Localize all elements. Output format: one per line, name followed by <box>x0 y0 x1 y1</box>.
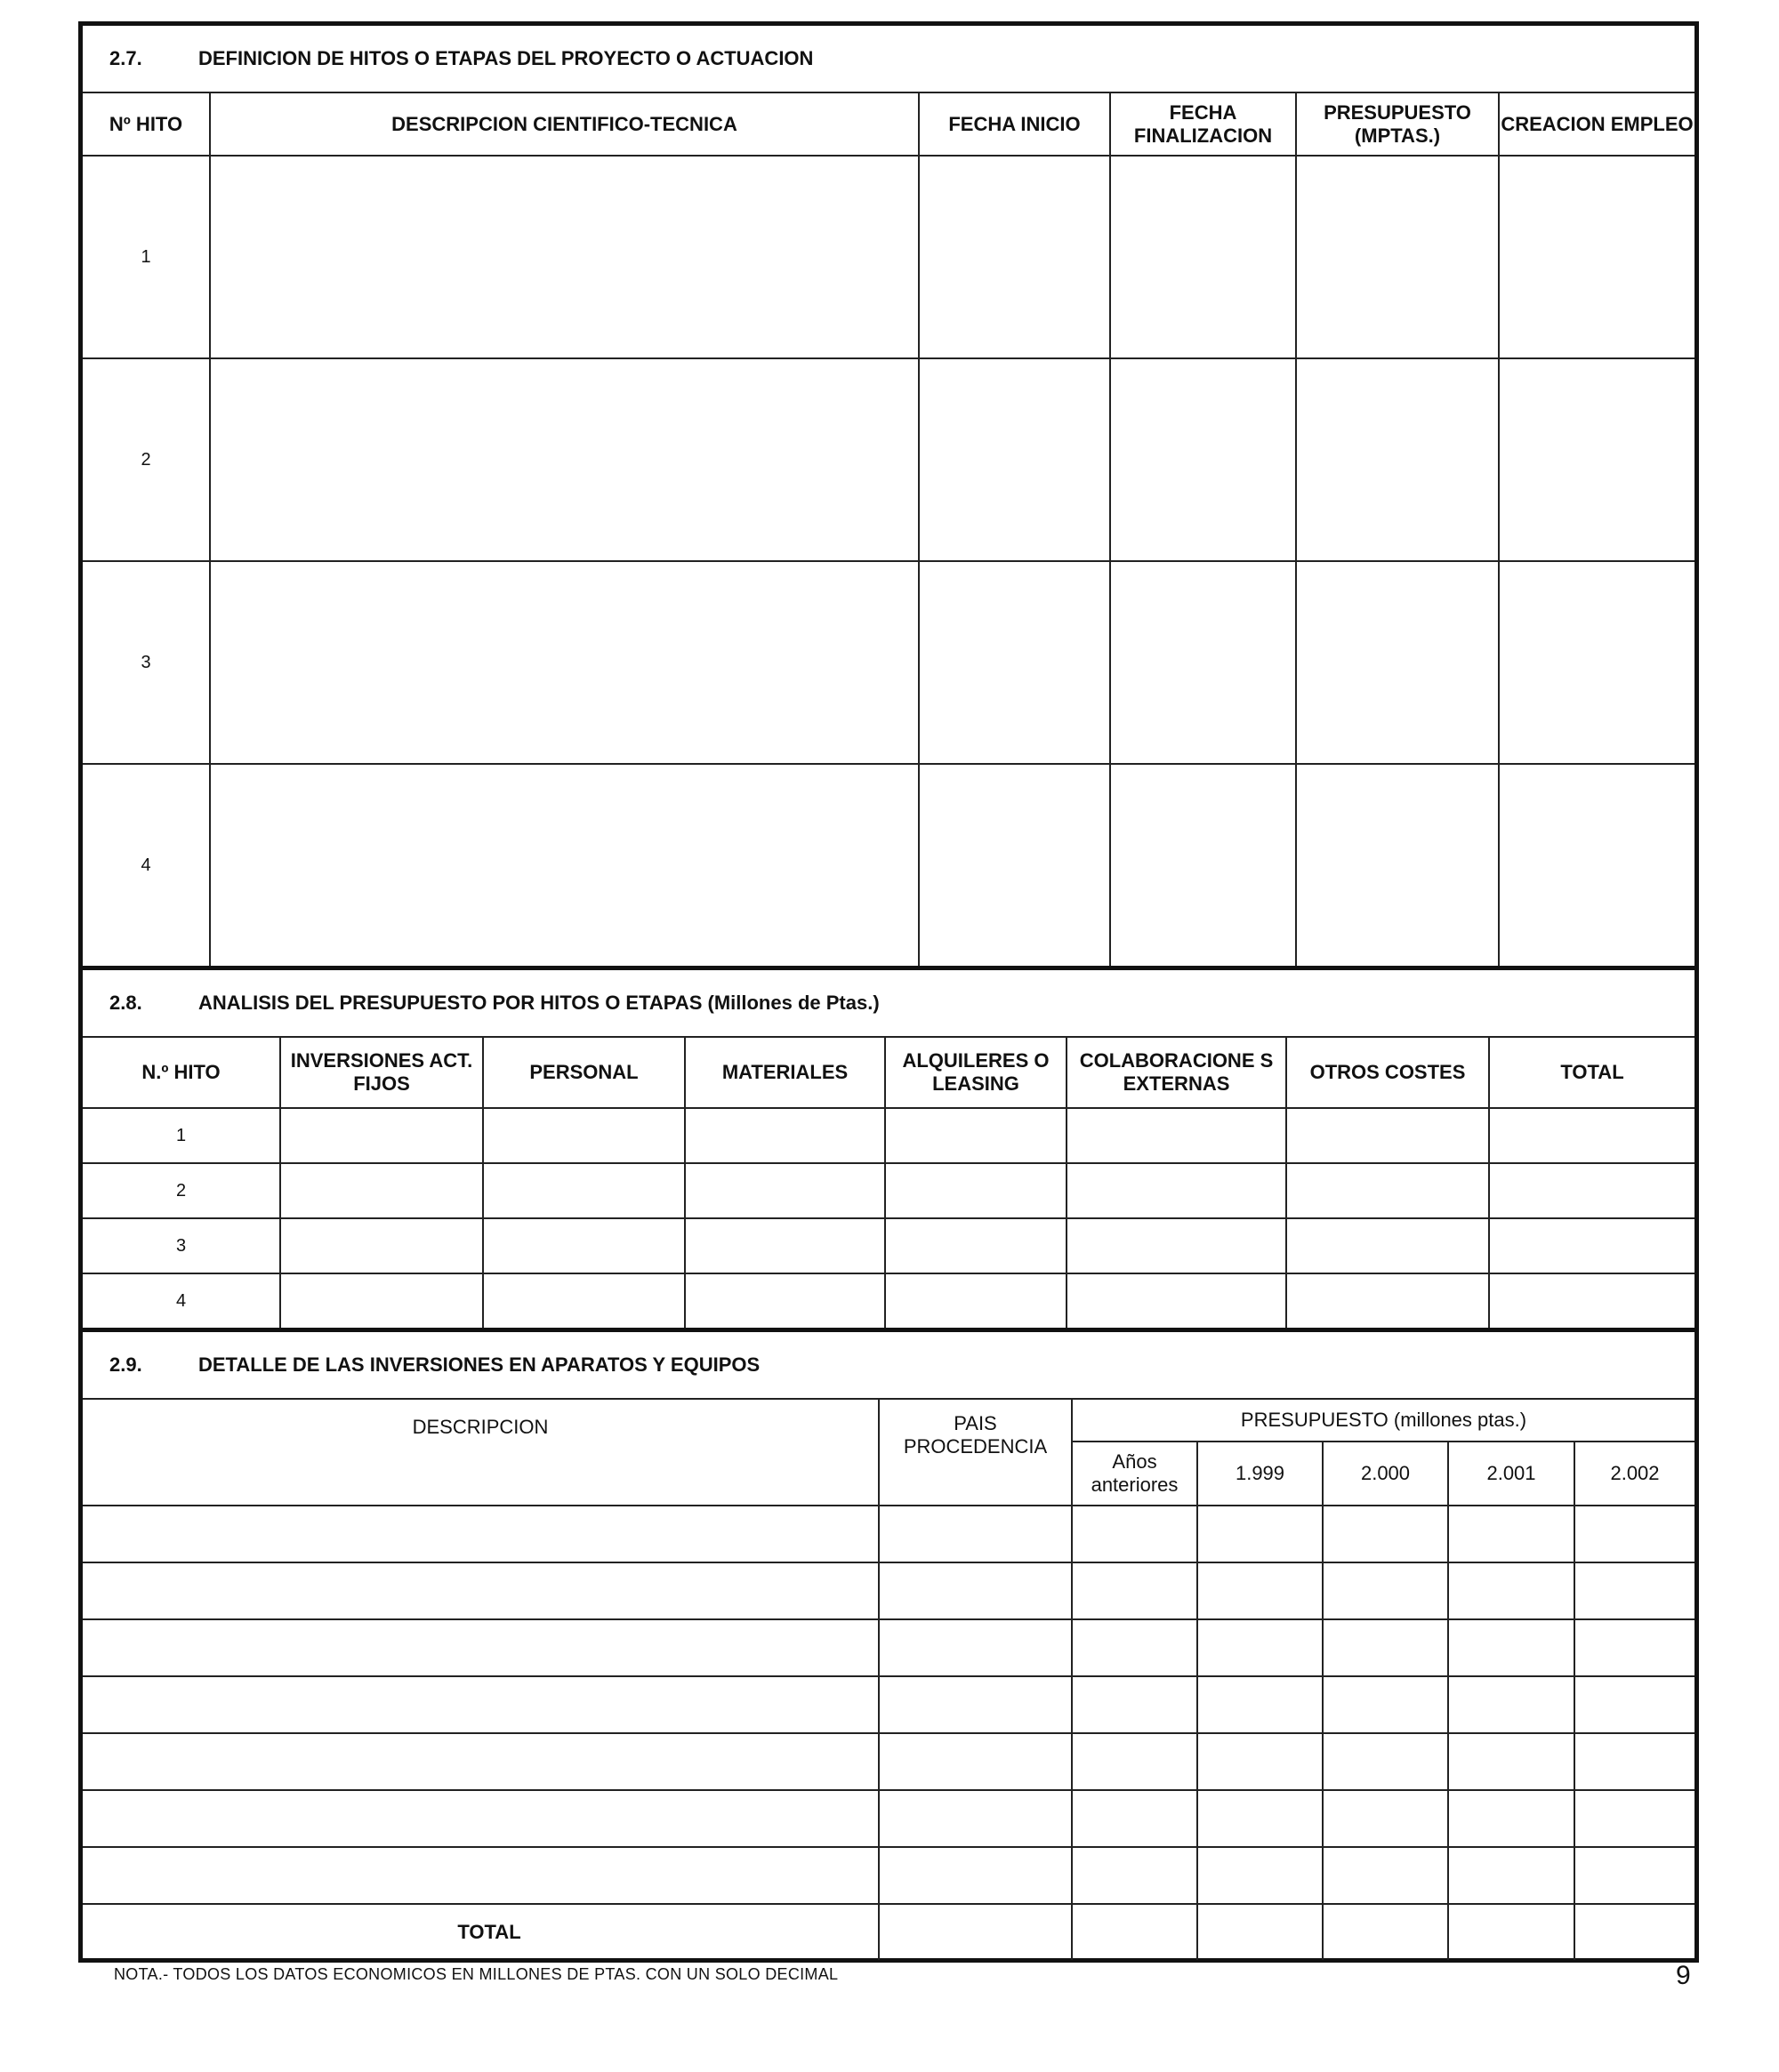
table-row <box>83 1733 1694 1790</box>
pais-cell[interactable] <box>879 1847 1072 1904</box>
presupuesto-cell[interactable] <box>1296 358 1499 561</box>
year-2001-cell[interactable] <box>1448 1733 1574 1790</box>
otros-costes-cell[interactable] <box>1286 1273 1489 1328</box>
anos-anteriores-cell[interactable] <box>1072 1619 1197 1676</box>
table-row <box>83 1108 1694 1163</box>
pais-cell[interactable] <box>879 1562 1072 1619</box>
descripcion-cell[interactable] <box>83 1619 879 1676</box>
fecha-inicio-cell[interactable] <box>919 156 1110 358</box>
presupuesto-cell[interactable] <box>1296 764 1499 966</box>
descripcion-cell[interactable] <box>83 1847 879 1904</box>
creacion-empleo-cell[interactable] <box>1499 156 1694 358</box>
col-header-year-1999: 1.999 <box>1197 1442 1323 1506</box>
colaboraciones-cell[interactable] <box>1067 1273 1286 1328</box>
hito-number: 2 <box>83 1163 280 1218</box>
col-header-presupuesto: PRESUPUESTO (MPTAS.) <box>1296 93 1499 156</box>
col-header-inversiones: INVERSIONES ACT. FIJOS <box>280 1038 483 1108</box>
col-header-descripcion: DESCRIPCION <box>83 1400 879 1506</box>
col-header-creacion-empleo: CREACION EMPLEO <box>1499 93 1694 156</box>
year-1999-cell[interactable] <box>1197 1847 1323 1904</box>
hito-number: 3 <box>83 1218 280 1273</box>
col-header-year-2001: 2.001 <box>1448 1442 1574 1506</box>
hito-number: 4 <box>83 1273 280 1328</box>
anos-anteriores-cell[interactable] <box>1072 1676 1197 1733</box>
section-2-9 <box>83 1328 1694 1960</box>
personal-cell[interactable] <box>483 1218 685 1273</box>
year-1999-cell[interactable] <box>1197 1619 1323 1676</box>
descripcion-cell[interactable] <box>83 1676 879 1733</box>
col-header-presupuesto: PRESUPUESTO (millones ptas.) <box>1072 1400 1694 1442</box>
anos-anteriores-cell[interactable] <box>1072 1790 1197 1847</box>
materiales-cell[interactable] <box>685 1218 885 1273</box>
year-2002-cell[interactable] <box>1574 1562 1694 1619</box>
table-row <box>83 1790 1694 1847</box>
year-2002-cell[interactable] <box>1574 1619 1694 1676</box>
year-2000-total-cell[interactable] <box>1323 1904 1448 1960</box>
table-row <box>83 156 1694 358</box>
materiales-cell[interactable] <box>685 1273 885 1328</box>
alquileres-cell[interactable] <box>885 1218 1067 1273</box>
col-header-personal: PERSONAL <box>483 1038 685 1108</box>
col-header-anos-anteriores: Años anteriores <box>1072 1442 1197 1506</box>
inversiones-cell[interactable] <box>280 1273 483 1328</box>
descripcion-cell[interactable] <box>210 561 919 764</box>
table-row <box>83 358 1694 561</box>
hito-number: 1 <box>83 1108 280 1163</box>
year-2000-cell[interactable] <box>1323 1733 1448 1790</box>
colaboraciones-cell[interactable] <box>1067 1218 1286 1273</box>
descripcion-cell[interactable] <box>83 1790 879 1847</box>
year-2001-cell[interactable] <box>1448 1562 1574 1619</box>
col-header-pais-procedencia: PAIS PROCEDENCIA <box>879 1400 1072 1506</box>
materiales-cell[interactable] <box>685 1163 885 1218</box>
fecha-inicio-cell[interactable] <box>919 561 1110 764</box>
anos-anteriores-cell[interactable] <box>1072 1847 1197 1904</box>
col-header-year-2002: 2.002 <box>1574 1442 1694 1506</box>
table-row <box>83 1847 1694 1904</box>
materiales-cell[interactable] <box>685 1108 885 1163</box>
table-row <box>83 1273 1694 1328</box>
col-header-fecha-finalizacion: FECHA FINALIZACION <box>1110 93 1296 156</box>
year-1999-cell[interactable] <box>1197 1562 1323 1619</box>
section-number: 2.8. <box>109 992 142 1014</box>
year-2001-cell[interactable] <box>1448 1790 1574 1847</box>
inversiones-cell[interactable] <box>280 1218 483 1273</box>
alquileres-cell[interactable] <box>885 1273 1067 1328</box>
year-2000-cell[interactable] <box>1323 1676 1448 1733</box>
anos-anteriores-total-cell[interactable] <box>1072 1904 1197 1960</box>
year-1999-cell[interactable] <box>1197 1733 1323 1790</box>
section-number: 2.9. <box>109 1353 142 1376</box>
year-2000-cell[interactable] <box>1323 1790 1448 1847</box>
table-row <box>83 1163 1694 1218</box>
fecha-inicio-cell[interactable] <box>919 764 1110 966</box>
col-header-otros-costes: OTROS COSTES <box>1286 1038 1489 1108</box>
colaboraciones-cell[interactable] <box>1067 1108 1286 1163</box>
col-header-fecha-inicio: FECHA INICIO <box>919 93 1110 156</box>
descripcion-cell[interactable] <box>83 1562 879 1619</box>
hitos-table <box>83 93 1694 966</box>
page-number: 9 <box>1676 1961 1691 1990</box>
total-label: TOTAL <box>83 1904 879 1960</box>
year-2000-cell[interactable] <box>1323 1506 1448 1562</box>
section-title-text: ANALISIS DEL PRESUPUESTO POR HITOS O ETAPAS (Millones de Ptas.) <box>198 992 880 1014</box>
descripcion-cell[interactable] <box>83 1506 879 1562</box>
footer-note: NOTA.- TODOS LOS DATOS ECONOMICOS EN MILLONES DE PTAS. CON UN SOLO DECIMAL <box>114 1965 839 1983</box>
presupuesto-hitos-table <box>83 1038 1694 1328</box>
otros-costes-cell[interactable] <box>1286 1218 1489 1273</box>
presupuesto-cell[interactable] <box>1296 561 1499 764</box>
presupuesto-cell[interactable] <box>1296 156 1499 358</box>
table-row <box>83 764 1694 966</box>
col-header-alquileres: ALQUILERES O LEASING <box>885 1038 1067 1108</box>
fecha-finalizacion-cell[interactable] <box>1110 358 1296 561</box>
col-header-total: TOTAL <box>1489 1038 1694 1108</box>
section-2-7 <box>83 26 1694 966</box>
anos-anteriores-cell[interactable] <box>1072 1562 1197 1619</box>
year-2001-cell[interactable] <box>1448 1676 1574 1733</box>
hito-number: 2 <box>83 358 210 561</box>
pais-cell[interactable] <box>879 1676 1072 1733</box>
inversiones-cell[interactable] <box>280 1108 483 1163</box>
creacion-empleo-cell[interactable] <box>1499 358 1694 561</box>
personal-cell[interactable] <box>483 1108 685 1163</box>
year-1999-total-cell[interactable] <box>1197 1904 1323 1960</box>
colaboraciones-cell[interactable] <box>1067 1163 1286 1218</box>
year-2001-cell[interactable] <box>1448 1847 1574 1904</box>
table-row <box>83 1676 1694 1733</box>
pais-cell[interactable] <box>879 1506 1072 1562</box>
pais-total-cell[interactable] <box>879 1904 1072 1960</box>
year-2002-cell[interactable] <box>1574 1676 1694 1733</box>
pais-cell[interactable] <box>879 1790 1072 1847</box>
col-header-colaboraciones: COLABORACIONE S EXTERNAS <box>1067 1038 1286 1108</box>
anos-anteriores-cell[interactable] <box>1072 1733 1197 1790</box>
col-header-descripcion: DESCRIPCION CIENTIFICO-TECNICA <box>210 93 919 156</box>
year-1999-cell[interactable] <box>1197 1506 1323 1562</box>
year-2000-cell[interactable] <box>1323 1562 1448 1619</box>
table-row <box>83 1562 1694 1619</box>
section-title-text: DETALLE DE LAS INVERSIONES EN APARATOS Y EQUIPOS <box>198 1353 761 1376</box>
inversiones-equipos-table <box>83 1400 1694 1960</box>
descripcion-cell[interactable] <box>210 358 919 561</box>
descripcion-cell[interactable] <box>210 764 919 966</box>
otros-costes-cell[interactable] <box>1286 1163 1489 1218</box>
pais-cell[interactable] <box>879 1733 1072 1790</box>
year-2002-cell[interactable] <box>1574 1847 1694 1904</box>
total-cell[interactable] <box>1489 1218 1694 1273</box>
col-header-year-2000: 2.000 <box>1323 1442 1448 1506</box>
section-number: 2.7. <box>109 47 142 69</box>
section-2-8-title <box>83 970 1694 1038</box>
year-2000-cell[interactable] <box>1323 1847 1448 1904</box>
col-header-materiales: MATERIALES <box>685 1038 885 1108</box>
inversiones-cell[interactable] <box>280 1163 483 1218</box>
table-row <box>83 1218 1694 1273</box>
pais-cell[interactable] <box>879 1619 1072 1676</box>
total-row <box>83 1904 1694 1960</box>
alquileres-cell[interactable] <box>885 1163 1067 1218</box>
table-row <box>83 1506 1694 1562</box>
total-cell[interactable] <box>1489 1108 1694 1163</box>
fecha-finalizacion-cell[interactable] <box>1110 764 1296 966</box>
section-2-7-title <box>83 26 1694 93</box>
year-2000-cell[interactable] <box>1323 1619 1448 1676</box>
total-cell[interactable] <box>1489 1163 1694 1218</box>
section-2-8 <box>83 966 1694 1328</box>
anos-anteriores-cell[interactable] <box>1072 1506 1197 1562</box>
personal-cell[interactable] <box>483 1273 685 1328</box>
col-header-n-hito: Nº HITO <box>83 93 210 156</box>
form-frame <box>78 21 1699 1963</box>
fecha-inicio-cell[interactable] <box>919 358 1110 561</box>
personal-cell[interactable] <box>483 1163 685 1218</box>
section-title-text: DEFINICION DE HITOS O ETAPAS DEL PROYECTO O ACTUACION <box>198 47 814 69</box>
hito-number: 4 <box>83 764 210 966</box>
col-header-n-hito: N.º HITO <box>83 1038 280 1108</box>
year-2002-cell[interactable] <box>1574 1506 1694 1562</box>
year-2002-cell[interactable] <box>1574 1790 1694 1847</box>
year-2001-total-cell[interactable] <box>1448 1904 1574 1960</box>
year-2002-total-cell[interactable] <box>1574 1904 1694 1960</box>
hito-number: 3 <box>83 561 210 764</box>
year-1999-cell[interactable] <box>1197 1676 1323 1733</box>
otros-costes-cell[interactable] <box>1286 1108 1489 1163</box>
descripcion-cell[interactable] <box>83 1733 879 1790</box>
fecha-finalizacion-cell[interactable] <box>1110 561 1296 764</box>
section-2-9-title <box>83 1332 1694 1400</box>
fecha-finalizacion-cell[interactable] <box>1110 156 1296 358</box>
descripcion-cell[interactable] <box>210 156 919 358</box>
year-2002-cell[interactable] <box>1574 1733 1694 1790</box>
hito-number: 1 <box>83 156 210 358</box>
year-2001-cell[interactable] <box>1448 1619 1574 1676</box>
creacion-empleo-cell[interactable] <box>1499 764 1694 966</box>
table-row <box>83 1619 1694 1676</box>
creacion-empleo-cell[interactable] <box>1499 561 1694 764</box>
alquileres-cell[interactable] <box>885 1108 1067 1163</box>
year-1999-cell[interactable] <box>1197 1790 1323 1847</box>
table-row <box>83 561 1694 764</box>
total-cell[interactable] <box>1489 1273 1694 1328</box>
year-2001-cell[interactable] <box>1448 1506 1574 1562</box>
